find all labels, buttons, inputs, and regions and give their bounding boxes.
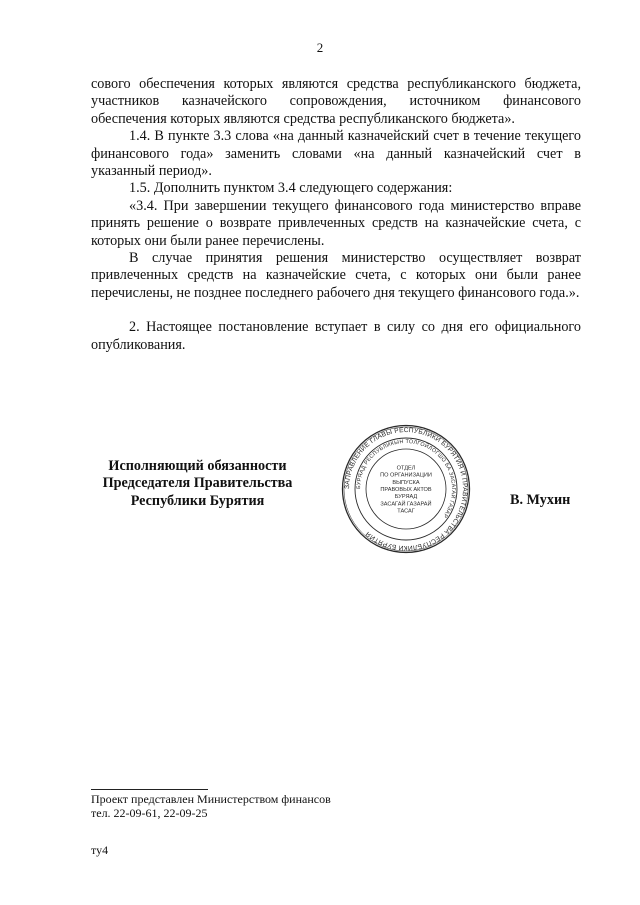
official-seal-stamp xyxy=(341,424,471,554)
page-number: 2 xyxy=(316,40,324,55)
paragraph-item-3-4: «3.4. При завершении текущего финансового года министерство вправе принять решение о возврате привлеченных средств на казначейские счета, с которых они были ранее перечислены. xyxy=(91,197,581,249)
document-code: ту4 xyxy=(91,843,109,857)
paragraph-item-1-4: 1.4. В пункте 3.3 слова «на данный казначейский счет в течение текущего финансового года» заменить словами «на данный казначейский счет в указанный период». xyxy=(91,128,581,180)
signer-title-line: Исполняющий обязанности xyxy=(108,458,287,474)
seal-center-line: ЗАСАГАЙ ГАЗАРАЙ xyxy=(380,501,432,508)
signer-name: В. Мухин xyxy=(510,492,571,508)
document-body xyxy=(91,76,581,354)
paragraph-continuation: сового обеспечения которых являются средства республиканского бюджета, участников казначейского сопровождения, источником финансового обеспечения которых являются средства республиканского бюджета». xyxy=(91,76,581,127)
seal-center-line: БУРЯАД xyxy=(394,494,418,501)
footnote-phones: тел. 22-09-61, 22-09-25 xyxy=(91,806,208,820)
signer-title-line: Председателя Правительства xyxy=(102,475,293,492)
seal-center-line: ТАСАГ xyxy=(397,508,415,515)
footnote xyxy=(91,792,331,820)
seal-center-text xyxy=(380,465,432,514)
paragraph-item-1-5: 1.5. Дополнить пунктом 3.4 следующего содержания: xyxy=(129,180,453,197)
seal-center-line: ПРАВОВЫХ АКТОВ xyxy=(380,487,432,493)
seal-inner-ring-text: БУРЯАД РЕСПУБЛИКЫН ТОЛГОЙЛОГШО БА ЗАСАГАЙ ГАЗАР xyxy=(355,438,457,519)
seal-outer-ring-text: ЗАПРАВЛЕНИЕ ГЛАВЫ РЕСПУБЛИКИ БУРЯТИЯ И ПРАВИТЕЛЬСТВА РЕСПУБЛИКИ БУРЯТИЯ xyxy=(343,426,469,552)
footnote-divider xyxy=(91,789,208,790)
footnote-author: Проект представлен Министерством финансов xyxy=(91,792,331,806)
paragraph-return-funds: В случае принятия решения министерство осуществляет возврат привлеченных средств на казначейские счета, с которых они были ранее перечислены, не позднее последнего рабочего дня текущего финансового года.». xyxy=(91,250,581,301)
signer-title xyxy=(90,458,305,510)
seal-center-line: ОТДЕЛ xyxy=(396,465,416,472)
seal-center-line: ВЫПУСКА xyxy=(392,479,420,486)
paragraph-effective-date: 2. Настоящее постановление вступает в силу со дня его официального опубликования. xyxy=(91,319,581,353)
signer-title-line: Республики Бурятия xyxy=(130,492,265,509)
seal-center-line: ПО ОРГАНИЗАЦИИ xyxy=(380,472,432,479)
